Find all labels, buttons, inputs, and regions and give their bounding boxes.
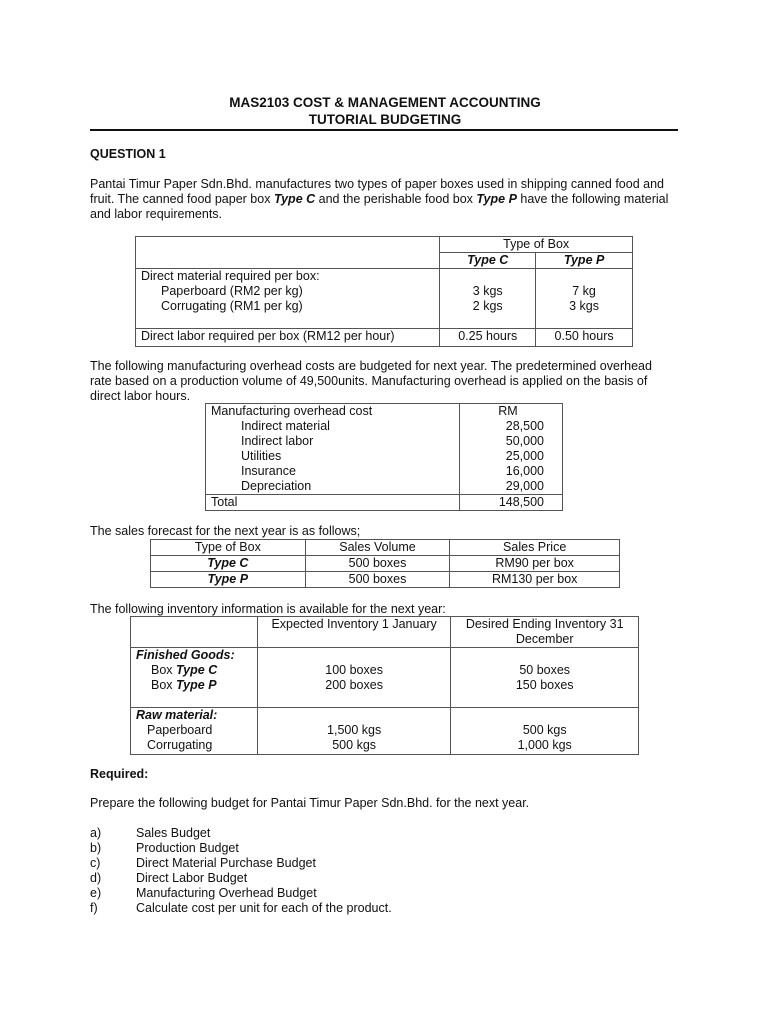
rm-corrugating-expected: 500 kgs (332, 738, 377, 752)
list-item-text: Calculate cost per unit for each of the product. (136, 901, 392, 915)
finished-goods-label: Finished Goods: (136, 648, 235, 662)
rm-expected-cell (257, 708, 451, 755)
fg-type-c: Type C (176, 663, 218, 677)
type-c-header: Type C (440, 253, 536, 269)
table-row (131, 648, 639, 708)
rm-desired-cell (451, 708, 639, 755)
fg-p-expected: 200 boxes (325, 678, 383, 692)
overhead-item: Utilities (206, 449, 460, 464)
fg-c-desired: 50 boxes (519, 663, 571, 677)
type-p-header: Type P (536, 253, 633, 269)
table-row (136, 269, 633, 329)
fg-type-p: Type P (176, 678, 217, 692)
table-row (206, 464, 563, 479)
list-item (90, 856, 392, 871)
list-item (90, 826, 392, 841)
overhead-line-1: The following manufacturing overhead costs are budgeted for next year. The predetermined overhead (90, 359, 652, 373)
corrugating-type-p: 3 kgs (569, 299, 600, 313)
overhead-amount: 29,000 (460, 479, 563, 495)
paperboard-type-c: 3 kgs (472, 284, 503, 298)
desired-inventory-header (451, 617, 639, 648)
list-item-label: c) (90, 856, 101, 870)
overhead-item-header: Manufacturing overhead cost (206, 404, 460, 420)
rm-paperboard-expected: 1,500 kgs (327, 723, 382, 737)
table-row (206, 449, 563, 464)
fg-c-expected: 100 boxes (325, 663, 383, 677)
title-divider (90, 129, 678, 131)
intro-paragraph (90, 177, 680, 222)
inventory-table (130, 616, 639, 755)
sales-price: RM90 per box (450, 556, 620, 572)
direct-material-cell (136, 269, 440, 329)
type-c-label: Type C (273, 192, 316, 206)
sales-type: Type P (151, 572, 306, 588)
labor-type-c: 0.25 hours (440, 329, 536, 347)
overhead-paragraph (90, 359, 680, 404)
required-heading: Required: (90, 767, 149, 781)
overhead-rm-header: RM (460, 404, 563, 420)
sales-header-price: Sales Price (450, 540, 620, 556)
overhead-amount: 50,000 (460, 434, 563, 449)
intro-text: fruit. The canned food paper box (90, 192, 274, 206)
list-item-text: Sales Budget (136, 826, 211, 840)
list-item (90, 841, 392, 856)
table-row (206, 495, 563, 511)
list-item-text: Direct Labor Budget (136, 871, 248, 885)
overhead-item: Indirect labor (206, 434, 460, 449)
rm-corrugating: Corrugating (147, 738, 213, 752)
overhead-table (205, 403, 563, 511)
fg-type-c-label (136, 663, 252, 678)
table-row (136, 329, 633, 347)
rm-corrugating-desired: 1,000 kgs (517, 738, 572, 752)
list-item (90, 886, 392, 901)
overhead-amount: 28,500 (460, 419, 563, 434)
table-row (131, 708, 639, 755)
course-title: MAS2103 COST & MANAGEMENT ACCOUNTING (229, 95, 541, 110)
overhead-total-amount: 148,500 (460, 495, 563, 511)
overhead-item: Depreciation (206, 479, 460, 495)
list-item (90, 871, 392, 886)
list-item-label: a) (90, 826, 102, 840)
table-row (206, 434, 563, 449)
sales-volume: 500 boxes (305, 556, 450, 572)
table-row (151, 556, 620, 572)
sales-price: RM130 per box (450, 572, 620, 588)
corrugating-type-c: 2 kgs (472, 299, 503, 313)
paperboard-label: Paperboard (RM2 per kg) (161, 284, 303, 298)
box-prefix: Box (151, 678, 177, 692)
sales-header-type: Type of Box (151, 540, 306, 556)
list-item-text: Manufacturing Overhead Budget (136, 886, 317, 900)
intro-text: have the following material (516, 192, 669, 206)
labor-type-p: 0.50 hours (536, 329, 633, 347)
sales-header-volume: Sales Volume (305, 540, 450, 556)
sales-type: Type C (151, 556, 306, 572)
intro-line-3: and labor requirements. (90, 207, 223, 221)
required-list (90, 826, 392, 916)
required-instruction: Prepare the following budget for Pantai Timur Paper Sdn.Bhd. for the next year. (90, 796, 530, 810)
list-item (90, 901, 392, 916)
list-item-label: d) (90, 871, 102, 885)
type-c-material-cell (440, 269, 536, 329)
overhead-amount: 25,000 (460, 449, 563, 464)
type-of-box-header: Type of Box (440, 237, 633, 253)
table-row (131, 617, 639, 648)
raw-material-cell (131, 708, 258, 755)
intro-line-1: Pantai Timur Paper Sdn.Bhd. manufactures two types of paper boxes used in shipping canned food and (90, 177, 664, 191)
desired-header-line-1: Desired Ending Inventory 31 (465, 617, 624, 631)
intro-text: and the perishable food box (315, 192, 477, 206)
type-p-material-cell (536, 269, 633, 329)
overhead-line-2: rate based on a production volume of 49,500units. Manufacturing overhead is applied on the basis of (90, 374, 648, 388)
rm-paperboard: Paperboard (147, 723, 213, 737)
intro-line-2 (90, 192, 680, 207)
expected-inventory-header: Expected Inventory 1 January (257, 617, 451, 648)
question-heading: QUESTION 1 (90, 147, 166, 161)
box-requirements-table (135, 236, 633, 347)
overhead-item: Indirect material (206, 419, 460, 434)
list-item-label: f) (90, 901, 98, 915)
paperboard-type-p: 7 kg (572, 284, 596, 298)
sales-forecast-table (150, 539, 620, 588)
rm-paperboard-desired: 500 kgs (522, 723, 567, 737)
direct-labor-label: Direct labor required per box (RM12 per hour) (136, 329, 440, 347)
overhead-total-label: Total (206, 495, 460, 511)
tutorial-title: TUTORIAL BUDGETING (308, 112, 462, 127)
sales-volume: 500 boxes (305, 572, 450, 588)
raw-material-label: Raw material: (136, 708, 218, 722)
overhead-amount: 16,000 (460, 464, 563, 479)
box-prefix: Box (151, 663, 177, 677)
table-row (206, 404, 563, 420)
desired-header-line-2: December (515, 632, 574, 646)
corrugating-label: Corrugating (RM1 per kg) (161, 299, 303, 313)
fg-expected-cell (257, 648, 451, 708)
fg-desired-cell (451, 648, 639, 708)
list-item-label: b) (90, 841, 102, 855)
table-row (206, 419, 563, 434)
list-item-text: Direct Material Purchase Budget (136, 856, 316, 870)
fg-p-desired: 150 boxes (515, 678, 574, 692)
overhead-item: Insurance (206, 464, 460, 479)
empty-header-cell (136, 237, 440, 269)
sales-intro: The sales forecast for the next year is as follows; (90, 524, 361, 538)
table-row (136, 237, 633, 253)
table-row (151, 540, 620, 556)
table-row (151, 572, 620, 588)
finished-goods-cell (131, 648, 258, 708)
empty-header-cell (131, 617, 258, 648)
list-item-label: e) (90, 886, 102, 900)
direct-material-label: Direct material required per box: (141, 269, 320, 283)
inventory-intro: The following inventory information is available for the next year: (90, 602, 446, 616)
fg-type-p-label (136, 678, 252, 693)
overhead-line-3: direct labor hours. (90, 389, 191, 403)
table-row (206, 479, 563, 495)
type-p-label: Type P (476, 192, 517, 206)
list-item-text: Production Budget (136, 841, 239, 855)
